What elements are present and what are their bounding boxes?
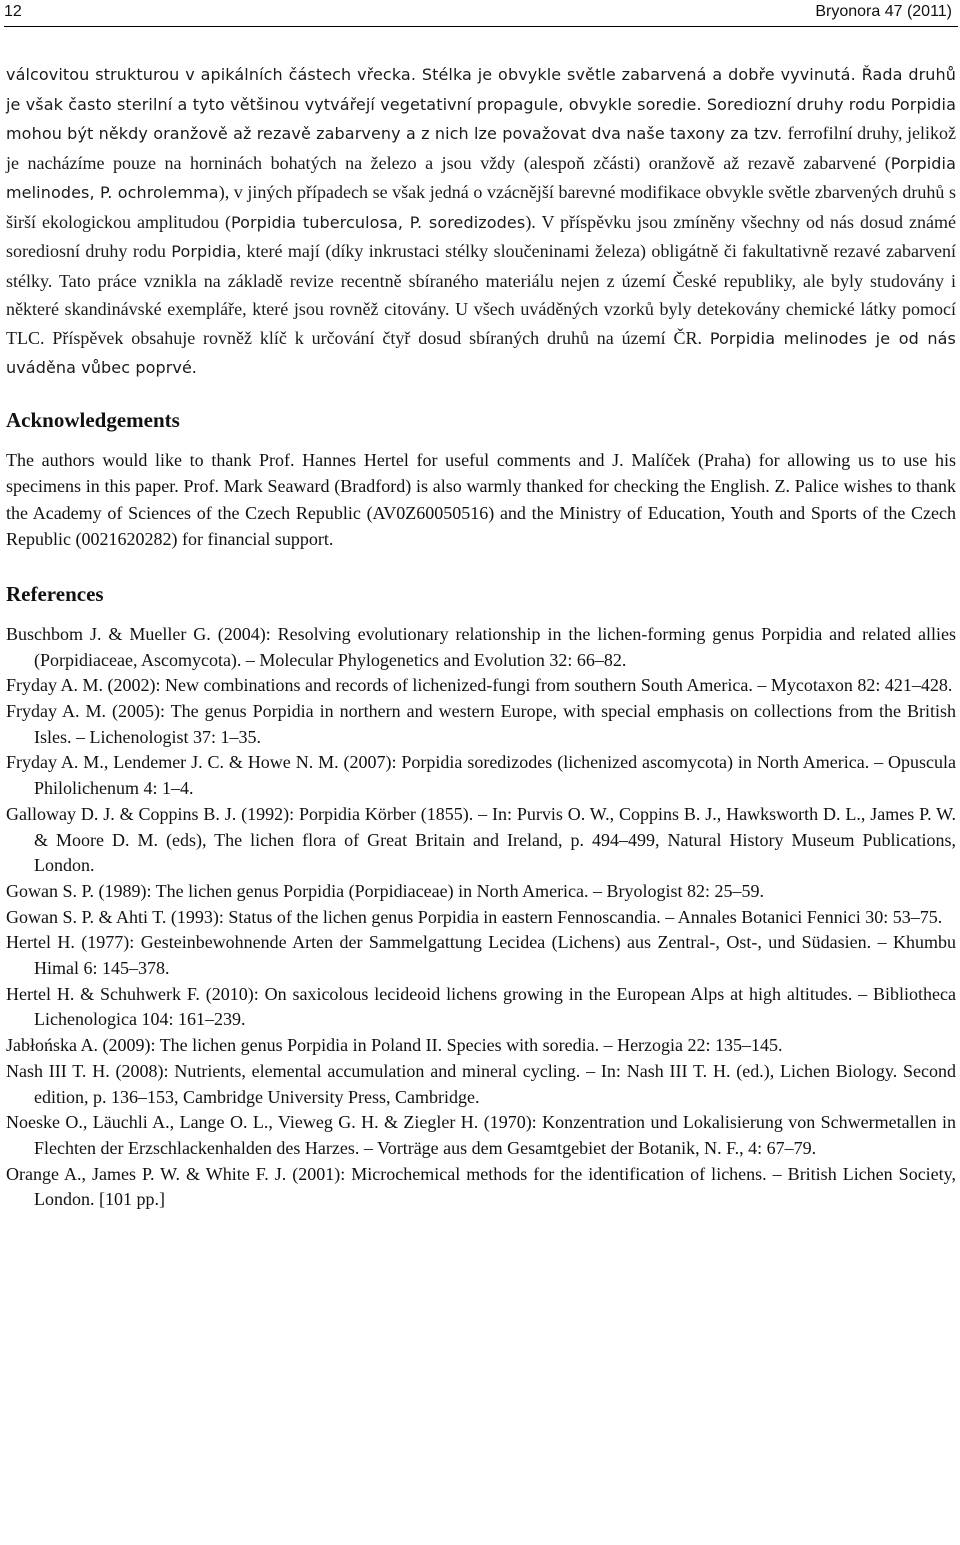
- reference-item: Fryday A. M. (2002): New combinations and records of lichenized-fungi from southern South America. – Mycotaxon 82: 421–428.: [6, 675, 953, 696]
- intro-segment: Porpidia tuberculosa, P. soredizodes: [230, 212, 526, 232]
- reference-item: Nash III T. H. (2008): Nutrients, elemental accumulation and mineral cycling. – In: Nash III T. H. (ed.), Lichen Biology. Second edition, p. 136–153, Cambridge University Press, Cambridge.: [6, 1060, 956, 1107]
- reference-item: Fryday A. M. (2005): The genus Porpidia in northern and western Europe, with special emphasis on collections from the British Isles. – Lichenologist 37: 1–35.: [6, 700, 956, 747]
- reference-item: Buschbom J. & Mueller G. (2004): Resolving evolutionary relationship in the lichen-forming genus Porpidia and related allies (Porpidiaceae, Ascomycota). – Molecular Phylogenetics and Evolution 32: 66–82.: [6, 623, 956, 670]
- intro-segment: .: [191, 357, 197, 377]
- main-content: [6, 60, 956, 1213]
- intro-segment: ). V příspěvku jsou zmíněny všechny od nás dosud známé sorediosní druhy rodu: [6, 211, 956, 261]
- intro-segment: ), v jiných případech se však jedná o vzácnější barevné modifikace obvykle světle zbarvených druhů s širší ekologickou amplitudou (: [6, 182, 956, 232]
- page-number: 12: [4, 3, 22, 20]
- reference-item: Jabłońska A. (2009): The lichen genus Porpidia in Poland II. Species with soredia. – Herzogia 22: 135–145.: [6, 1035, 783, 1056]
- intro-segment: , které mají (díky inkrustaci stélky sloučeninami železa) obligátně či fakultativně rezavé zabarvení stélky. Tato práce vznikla na základě revize recentně sbíraného materiálu nejen z území České republiky, ale byly studovány i některé skandinávské exempláře, které jsou rovněž citovány. U všech uváděných vzorků byly detekovány chemické látky pomocí TLC. Příspěvek obsahuje rovněž klíč k určování čtyř dosud sbíraných druhů na území ČR.: [6, 241, 956, 348]
- reference-item: Fryday A. M., Lendemer J. C. & Howe N. M. (2007): Porpidia soredizodes (lichenized ascomycota) in North America. – Opuscula Philolichenum 4: 1–4.: [6, 752, 956, 799]
- references-heading: References: [6, 581, 104, 606]
- acknowledgements-heading: Acknowledgements: [6, 407, 180, 432]
- reference-item: Noeske O., Läuchli A., Lange O. L., Vieweg G. H. & Ziegler H. (1970): Konzentration und Lokalisierung von Schwermetallen in Flechten der Erzschlackenhalden des Harzes. – Vorträge aus dem Gesamtgebiet der Botanik, N. F., 4: 67–79.: [6, 1112, 956, 1158]
- reference-list: [6, 622, 956, 1213]
- intro-segment: Porpidia melinodes je od nás uváděna vůbec poprvé: [6, 328, 956, 377]
- journal-citation: Bryonora 47 (2011): [815, 3, 952, 20]
- running-header: [4, 0, 952, 24]
- reference-item: Orange A., James P. W. & White F. J. (2001): Microchemical methods for the identification of lichens. – British Lichen Society, London. [101 pp.]: [6, 1163, 956, 1210]
- intro-segment: válcovitou strukturou v apikálních částech vřecka. Stélka je obvykle světle zabarvená a dobře vyvinutá. Řada druhů je však často sterilní a tyto většinou vytvářejí vegetativní propagule, obvykle soredie. Sorediozní druhy rodu Porpidia mohou být někdy oranžově až rezavě zabarveny a z nich lze považovat dva naše taxony za tzv.: [6, 65, 956, 143]
- intro-segment: Porpidia melinodes, P. ochrolemma: [6, 153, 956, 202]
- reference-item: Galloway D. J. & Coppins B. J. (1992): Porpidia Körber (1855). – In: Purvis O. W., Coppins B. J., Hawksworth D. L., James P. W. & Moore D. M. (eds), The lichen flora of Great Britain and Ireland, p. 494–499, Natural History Museum Publications, London.: [6, 803, 956, 876]
- intro-segment: Porpidia: [171, 242, 237, 261]
- reference-item: Gowan S. P. (1989): The lichen genus Porpidia (Porpidiaceae) in North America. – Bryologist 82: 25–59.: [6, 880, 765, 901]
- intro-segment: ferrofilní druhy, jelikož je nacházíme pouze na horninách bohatých na železo a jsou vždy (alespoň zčásti) oranžově až rezavě zabarvené (: [6, 123, 956, 173]
- reference-item: Hertel H. & Schuhwerk F. (2010): On saxicolous lecideoid lichens growing in the European Alps at high altitudes. – Bibliotheca Lichenologica 104: 161–239.: [6, 983, 956, 1030]
- reference-item: Gowan S. P. & Ahti T. (1993): Status of the lichen genus Porpidia in eastern Fennoscandia. – Annales Botanici Fennici 30: 53–75.: [6, 906, 943, 927]
- acknowledgements-paragraph: The authors would like to thank Prof. Hannes Hertel for useful comments and J. Malíček (Praha) for allowing us to use his specimens in this paper. Prof. Mark Seaward (Bradford) is also warmly thanked for checking the English. Z. Palice wishes to thank the Academy of Sciences of the Czech Republic (AV0Z60050516) and the Ministry of Education, Youth and Sports of the Czech Republic (0021620282) for financial support.: [6, 449, 956, 550]
- intro-paragraph: [6, 60, 956, 383]
- reference-item: Hertel H. (1977): Gesteinbewohnende Arten der Sammelgattung Lecidea (Lichens) aus Zentral-, Ost-, und Südasien. – Khumbu Himal 6: 145–378.: [6, 932, 956, 979]
- header-divider: [4, 26, 958, 27]
